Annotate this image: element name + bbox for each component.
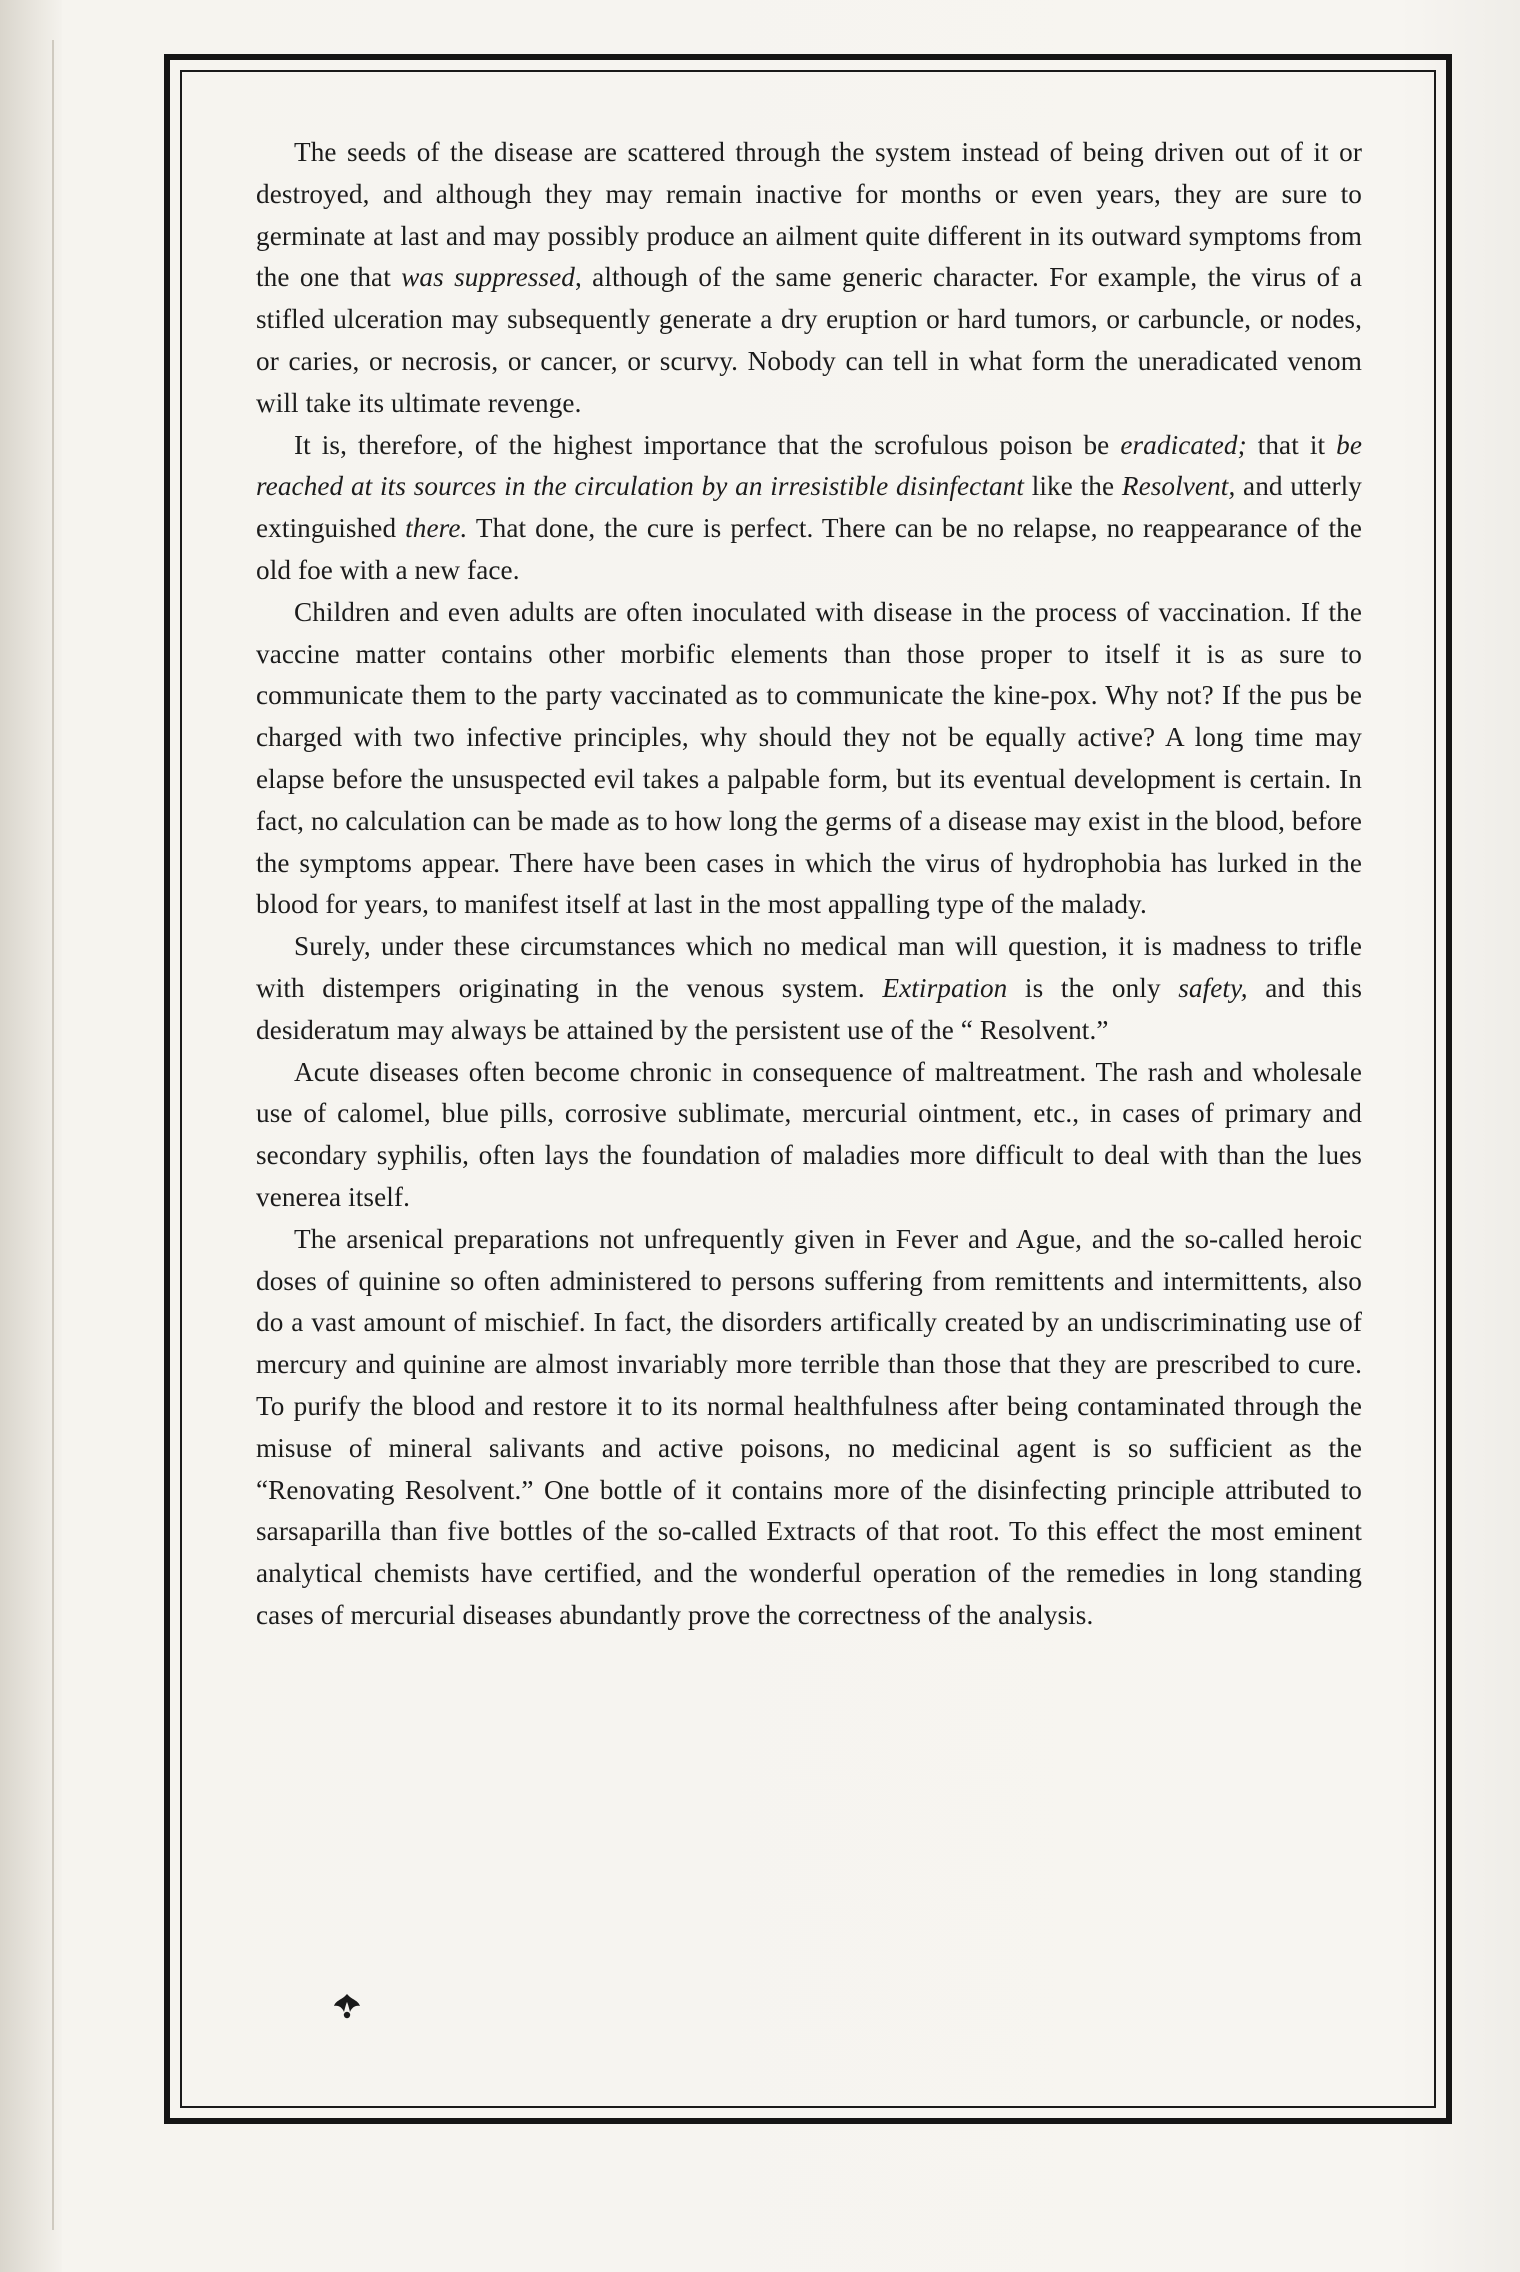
- paragraph-2: [256, 425, 1362, 592]
- text-run: like the: [1024, 471, 1122, 502]
- paragraph-3: [256, 592, 1362, 926]
- italic-text: there.: [405, 513, 468, 544]
- text-run: The arsenical preparations not unfrequently given in Fever and Ague, and the so-called heroic doses of quinine so often administered to persons suffering from remittents and intermittents, also do a vast amount of mischief. In fact, the disorders artifically created by an undiscriminating use of mercury and quinine are almost invariably more terrible than those that they are prescribed to cure. To purify the blood and restore it to its normal healthfulness after being contaminated through the misuse of mineral salivants and active poisons, no medicinal agent is so sufficient as the “Renovating Resolvent.” One bottle of it contains more of the disinfecting principle attributed to sarsaparilla than five bottles of the so-called Extracts of that root. To this effect the most eminent analytical chemists have certified, and the wonderful operation of the remedies in long standing cases of mercurial diseases abundantly prove the correctness of the analysis.: [256, 1223, 1362, 1630]
- text-run: and this desideratum may always be attained by the persistent use of the “ Resolvent.”: [256, 972, 1363, 1045]
- body-text: [256, 132, 1362, 1637]
- paragraph-5: [256, 1052, 1362, 1219]
- text-run: Children and even adults are often inoculated with disease in the process of vaccination. If the vaccine matter contains other morbific elements than those proper to itself it is as sure to communicate them to the party vaccinated as to communicate the kine-pox. Why not? If the pus be charged with two infective principles, why should they not be equally active? A long time may elapse before the unsuspected evil takes a palpable form, but its eventual development is certain. In fact, no calculation can be made as to how long the germs of a disease may exist in the blood, before the symptoms appear. There have been cases in which the virus of hydrophobia has lurked in the blood for years, to manifest itself at last in the most appalling type of the malady.: [256, 596, 1362, 920]
- text-run: Surely, under these circumstances which no medical man will question, it is madness to trifle with distempers originating in the venous system.: [256, 931, 1362, 1003]
- paragraph-6: [256, 1219, 1362, 1637]
- italic-text: Resolvent,: [1121, 471, 1236, 502]
- text-run: That done, the cure is perfect. There can be no relapse, no reappearance of the old foe with a new face.: [256, 513, 1362, 585]
- text-run: It is, therefore, of the highest importance that the scrofulous poison be: [294, 429, 1121, 460]
- italic-text: was suppressed: [401, 262, 575, 293]
- border-frame: [164, 54, 1452, 2124]
- paragraph-1: [256, 132, 1362, 425]
- italic-text: be reached at its sources in the circulation by an irresistible disinfectant: [256, 429, 1362, 502]
- text-run: that it: [1246, 429, 1337, 460]
- fleuron-ornament-icon: [332, 1992, 362, 2020]
- text-run: is the only: [1007, 972, 1179, 1003]
- text-run: and utterly extinguished: [256, 471, 1362, 544]
- italic-text: Extirpation: [882, 972, 1008, 1003]
- text-run: The seeds of the disease are scattered through the system instead of being driven out of it or destroyed, and although they may remain inactive for months or even years, they are sure to germinate at last and may possibly produce an ailment quite different in its outward symptoms from the one that: [256, 137, 1362, 293]
- text-run: Acute diseases often become chronic in consequence of maltreatment. The rash and wholesale use of calomel, blue pills, corrosive sublimate, mercurial ointment, etc., in cases of primary and secondary syphilis, often lays the foundation of maladies more difficult to deal with than the lues venerea itself.: [256, 1056, 1362, 1212]
- text-run: , although of the same generic character. For example, the virus of a stifled ulceration may subsequently generate a dry eruption or hard tumors, or carbuncle, or nodes, or caries, or necrosis, or cancer, or scurvy. Nobody can tell in what form the uneradicated venom will take its ultimate revenge.: [256, 262, 1362, 418]
- italic-text: eradicated;: [1120, 429, 1247, 460]
- italic-text: safety,: [1178, 972, 1248, 1003]
- binding-crease: [52, 40, 54, 2230]
- paragraph-4: [256, 926, 1362, 1051]
